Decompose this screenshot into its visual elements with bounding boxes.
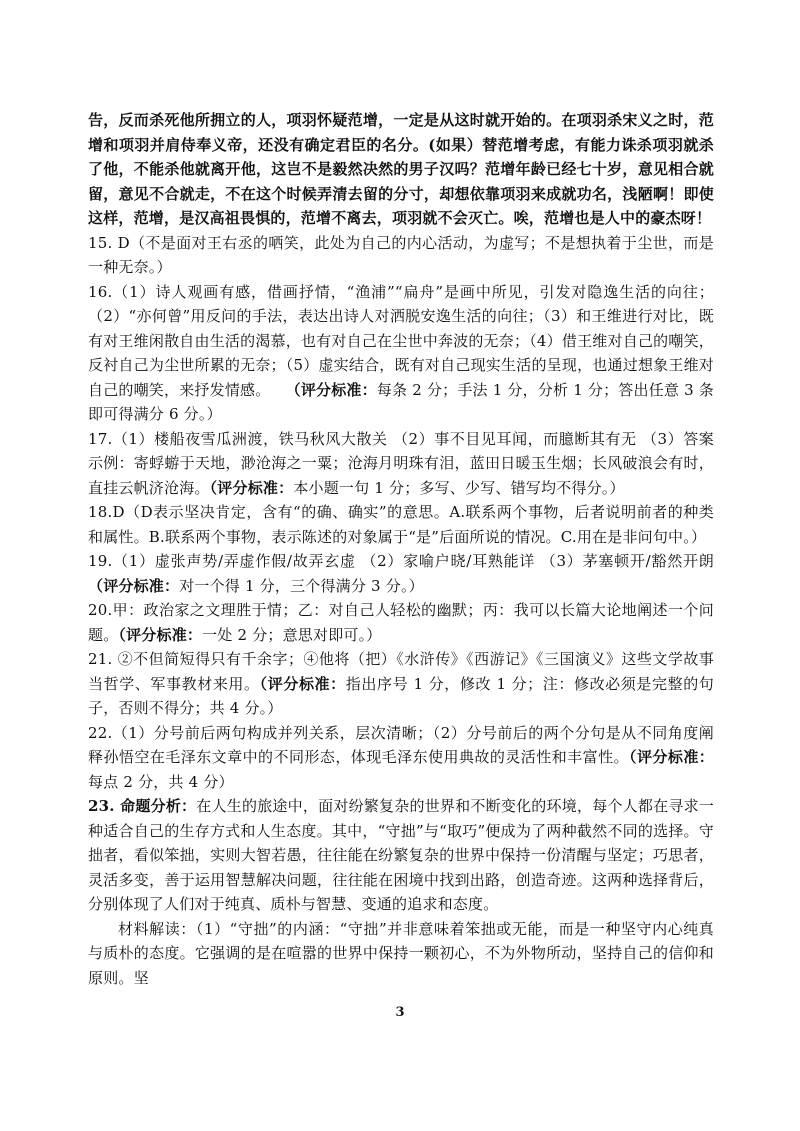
answer-16-grading: 每条 2 分；手法 1 分，分析 1 分；答出任意 3 条即可得满分 6 分。） xyxy=(88,380,714,423)
answer-22-text: 22.（1）分号前后两句构成并列关系，层次清晰；（2）分号前后的两个分句是从不同角度阐释孙悟空在毛泽东文章中的不同形态，体现毛泽东使用典故的灵活性和丰富性。 xyxy=(88,723,714,766)
answer-content xyxy=(88,108,714,990)
answer-17-text: 17.（1）楼船夜雪瓜洲渡，铁马秋风大散关 （2）事不目见耳闻，而臆断其有无 （3）答案示例：寄蜉蝣于天地，渺沧海之一粟；沧海月明珠有泪，蓝田日暖玉生烟；长风破浪会有时，直挂云帆济沧海。 xyxy=(88,429,714,497)
answer-15: 15. D（不是面对王右丞的哂笑，此处为自己的内心活动，为虚写；不是想执着于尘世，而是一种无奈。） xyxy=(88,233,714,276)
answer-17-grading-label: （评分标准： xyxy=(209,478,294,497)
answer-16-text: 16.（1）诗人观画有感，借画抒情，“渔浦”“扁舟”是画中所见，引发对隐逸生活的向往；（2）“亦何曾”用反问的手法，表达出诗人对洒脱安逸生活的向往；（3）和王维进行对比，既有对王维闲散自由生活的渴慕，也有对自己在尘世中奔波的无奈；（4）借王维对自己的嘲笑，反衬自己为尘世所累的无奈；（5）虚实结合，既有对自己现实生活的呈现，也通过想象王维对自己的嘲笑，来抒发情感。 xyxy=(88,282,714,399)
material-analysis: 材料解读：（1）“守拙”的内涵：“守拙”并非意味着笨拙或无能，而是一种坚守内心纯真与质朴的态度。它强调的是在喧嚣的世界中保持一颗初心，不为外物所动，坚持自己的信仰和原则。坚 xyxy=(88,919,714,987)
answer-21 xyxy=(88,647,714,721)
answer-21-grading: 指出序号 1 分，修改 1 分；注：修改必须是完整的句子，否则不得分；共 4 分。） xyxy=(88,674,715,717)
answer-22-grading-label: （评分标准： xyxy=(629,748,714,766)
answer-21-text: 21. ②不但简短得只有千余字；④他将（把）《水浒传》《西游记》《三国演义》这些文学故事当哲学、军事教材来用。 xyxy=(88,650,714,693)
page-number: 3 xyxy=(395,1005,405,1020)
answer-23-text: 在人生的旅途中，面对纷繁复杂的世界和不断变化的环境，每个人都在寻求一种适合自己的生存方式和人生态度。其中，“守拙”与“取巧”便成为了两种截然不同的选择。守拙者，看似笨拙，实则大智若愚，往往能在纷繁复杂的世界中保持一份清醒与坚定；巧思者，灵活多变，善于运用智慧解决问题，往往能在困境中找到出路，创造奇迹。这两种选择背后，分别体现了人们对于纯真、质朴与智慧、变通的追求和态度。 xyxy=(88,797,714,913)
answer-23 xyxy=(88,794,714,917)
answer-17 xyxy=(88,427,714,501)
answer-17-grading: 本小题一句 1 分；多写、少写、错写均不得分。） xyxy=(293,478,625,497)
answer-20-text: 20.甲：政治家之文理胜于情；乙：对自己人轻松的幽默；丙：我可以长篇大论地阐述一个问题。 xyxy=(88,601,714,644)
answer-16 xyxy=(88,280,714,427)
answer-21-grading-label: （评分标准： xyxy=(259,674,346,693)
answer-20-grading-label: （评分标准： xyxy=(118,625,203,644)
answer-19-grading-label: （评分标准： xyxy=(88,576,180,595)
answer-22-grading: 每点 2 分，共 4 分） xyxy=(88,772,234,791)
answer-22 xyxy=(88,721,714,795)
answer-23-label: 23. 命题分析： xyxy=(88,797,197,815)
answer-19-grading: 对一个得 1 分，三个得满分 3 分。） xyxy=(179,576,424,595)
answer-20-grading: 一处 2 分；意思对即可。） xyxy=(202,625,382,644)
classical-translation-paragraph: 告，反而杀死他所拥立的人，项羽怀疑范增，一定是从这时就开始的。在项羽杀宋义之时，范增和项羽并肩侍奉义帝，还没有确定君臣的名分。(如果）替范增考虑，有能力诛杀项羽就杀了他，不能杀他就离开他，这岂不是毅然决然的男子汉吗？范增年龄已经七十岁，意见相合就留，意见不合就走，不在这个时候弄清去留的分寸，却想依靠项羽来成就功名，浅陋啊！即使这样，范增，是汉高祖畏惧的，范增不离去，项羽就不会灭亡。唉，范增也是人中的豪杰呀！ xyxy=(88,111,714,227)
answer-18: 18.D（D表示坚决肯定，含有“的确、确实”的意思。A.联系两个事物，后者说明前者的种类和属性。B.联系两个事物，表示陈述的对象属于“是”后面所说的情况。C.用在是非问句中。） xyxy=(88,503,714,546)
answer-19 xyxy=(88,549,714,598)
answer-16-grading-label: （评分标准： xyxy=(285,380,377,399)
answer-20 xyxy=(88,598,714,647)
answer-19-text: 19.（1）虚张声势/弄虚作假/故弄玄虚 （2）家喻户晓/耳熟能详 （3）茅塞顿开/豁然开朗 xyxy=(88,552,714,570)
